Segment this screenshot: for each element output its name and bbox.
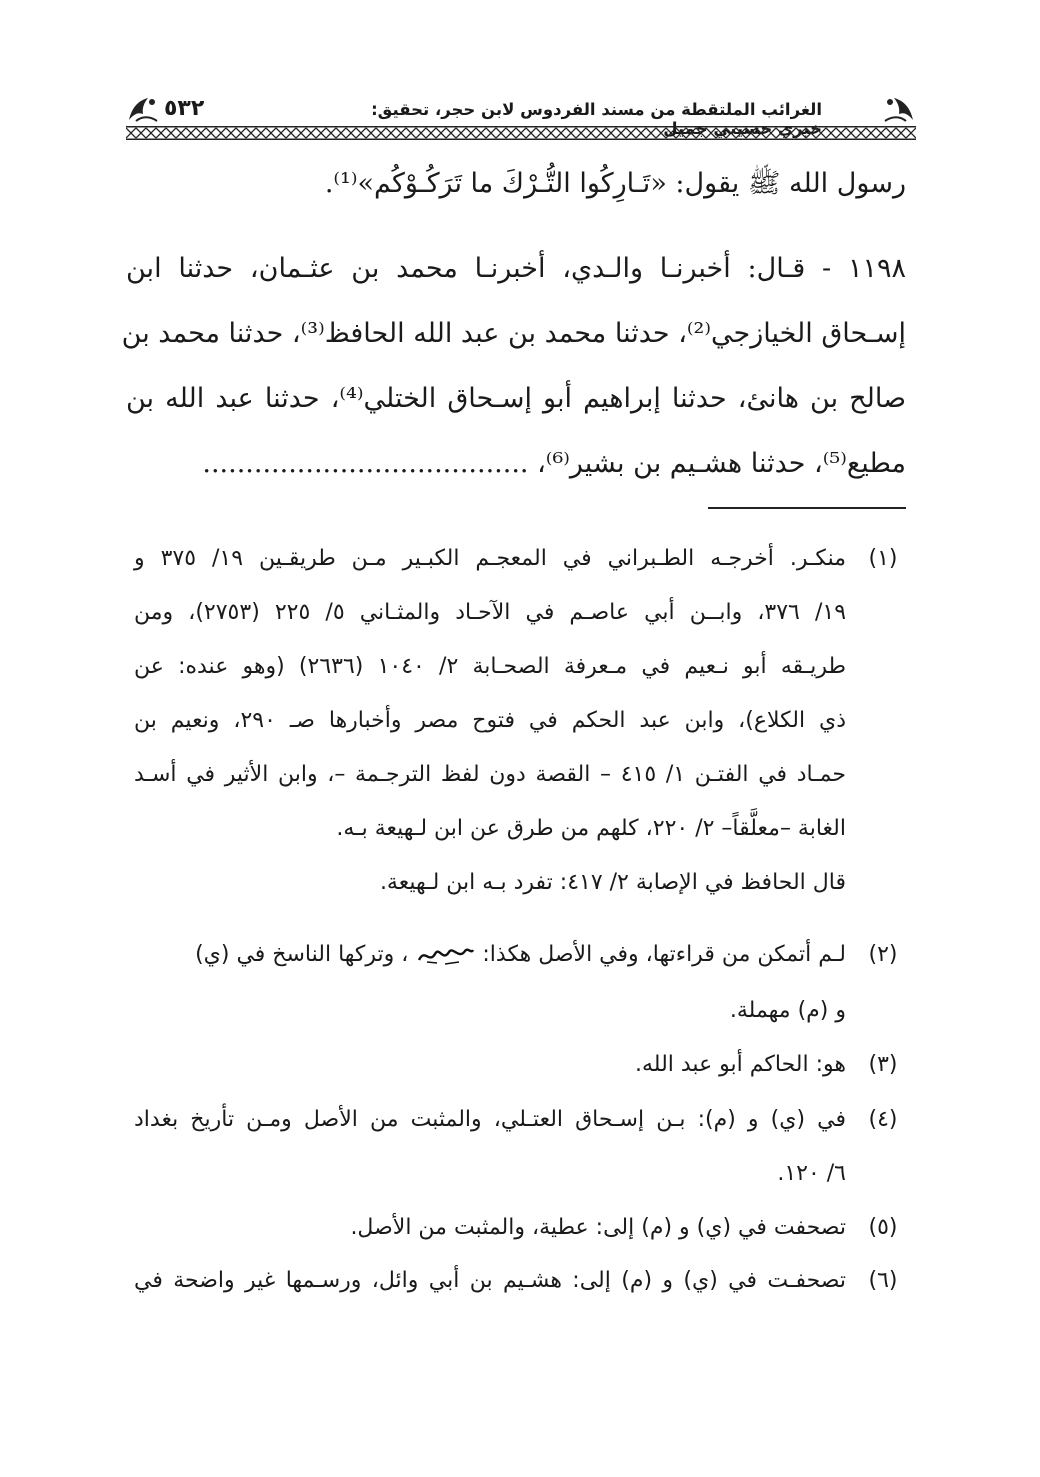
footnote-1 — [126, 546, 908, 926]
footnote-text: ذي الكلاع)، وابن عبد الحكم في فتوح مصر وأخبارها صـ ٢٩٠، ونعيم بن — [134, 708, 846, 733]
main-text-line: رسول الله ﷺ يقول: «تَـارِكُوا التُّـرْكَ ما تَرَكُـوْكُم»⁽¹⁾. — [324, 168, 906, 199]
footnote-text: ٦/ ١٢٠. — [777, 1161, 846, 1186]
footnote-4 — [126, 1107, 908, 1207]
main-text-line: صالح بن هانئ، حدثنا إبراهيم أبو إسـحاق الختلي⁽⁴⁾، حدثنا عبد الله بن — [126, 383, 906, 414]
main-text-line: ١١٩٨ - قـال: أخبرنـا والـدي، أخبرنـا محمد بن عثـمان، حدثنا ابن — [126, 253, 906, 284]
page-number: ٥٣٢ — [164, 96, 205, 121]
ornament-icon — [126, 94, 160, 124]
main-text-line: مطيع⁽⁵⁾، حدثنا هشـيم بن بشير⁽⁶⁾، ...................................... — [202, 448, 906, 479]
footnote-text: و (م) مهملة. — [729, 998, 846, 1023]
footnote-3 — [126, 1052, 908, 1092]
footnote-number: (١) — [868, 546, 898, 571]
running-header — [126, 92, 916, 144]
header-title: الغرائب الملتقطة من مسند الفردوس لابن حجر، تحقيق: — [371, 100, 822, 119]
footnote-text: تصحفـت في (ي) و (م) إلى: هشـيم بن أبي وائل، ورسـمها غير واضحة في — [134, 1268, 846, 1293]
manuscript-handwriting-image — [415, 942, 475, 968]
footnote-text: تصحفت في (ي) و (م) إلى: عطية، والمثبت من الأصل. — [350, 1215, 846, 1240]
footnote-text: قال الحافظ في الإصابة ٢/ ٤١٧: تفرد بـه ابن لـهيعة. — [379, 870, 846, 895]
footnote-number: (٢) — [868, 942, 898, 967]
footnote-number: (٥) — [868, 1215, 898, 1240]
footnote-text: ، وتركها الناسخ في (ي) — [195, 942, 409, 967]
ornament-icon — [882, 94, 916, 124]
footnote-number: (٤) — [868, 1107, 898, 1132]
footnote-text: حمـاد في الفتـن ١/ ٤١٥ – القصة دون لفظ الترجـمة –، وابن الأثير في أسـد — [134, 762, 847, 787]
footnote-text: منكـر. أخرجـه الطـبراني في المعجـم الكبـير مـن طريقـين ١٩/ ٣٧٥ و — [134, 546, 846, 571]
footnote-5 — [126, 1215, 908, 1255]
footnote-6 — [126, 1268, 908, 1308]
decorative-border — [126, 126, 916, 140]
footnote-number: (٣) — [868, 1052, 898, 1077]
footnote-text: لـم أتمكن من قراءتها، وفي الأصل هكذا: — [482, 942, 846, 967]
footnote-text: ١٩/ ٣٧٦، وابــن أبي عاصـم في الآحـاد والمثـاني ٥/ ٢٢٥ (٢٧٥٣)، ومن — [134, 600, 847, 625]
footnote-text: طريـقه أبو نـعيم في مـعرفة الصحـابة ٢/ ١٠٤٠ (٢٦٣٦) (وهو عنده: عن — [134, 654, 847, 679]
footnote-2 — [126, 942, 908, 1042]
footnote-text: الغابة –معلَّقاً– ٢/ ٢٢٠، كلهم من طرق عن ابن لـهيعة بـه. — [336, 816, 846, 841]
main-text-line: إسـحاق الخيازجي⁽²⁾، حدثنا محمد بن عبد الله الحافظ⁽³⁾، حدثنا محمد بن — [121, 318, 906, 349]
footnote-text: هو: الحاكم أبو عبد الله. — [635, 1052, 846, 1077]
footnote-separator — [708, 507, 906, 509]
footnote-text: في (ي) و (م): بـن إسـحاق العتـلي، والمثبت من الأصل ومـن تأريخ بغداد — [134, 1107, 846, 1132]
footnote-number: (٦) — [868, 1268, 898, 1293]
